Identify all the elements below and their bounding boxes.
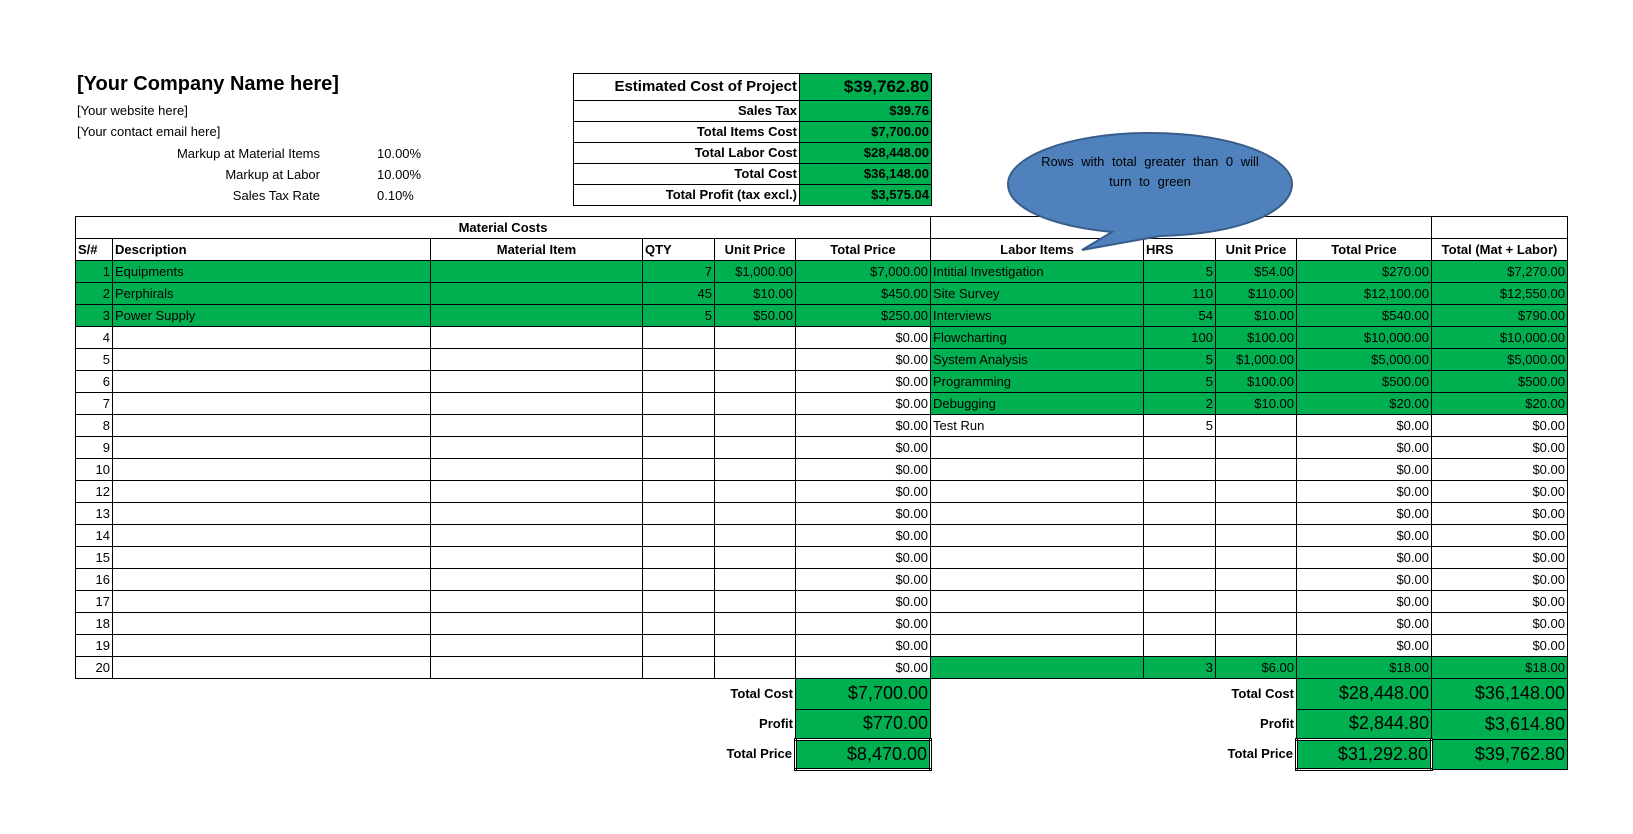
row-description[interactable] [113, 437, 431, 459]
row-labor-total-price: $0.00 [1297, 415, 1432, 437]
row-sn: 13 [76, 503, 113, 525]
row-material-item[interactable] [431, 591, 643, 613]
header-material-item: Material Item [431, 239, 643, 261]
header-unit-price: Unit Price [715, 239, 796, 261]
totals-spacer [76, 679, 715, 710]
row-total-price: $0.00 [796, 371, 931, 393]
callout-text: Rows with total greater than 0 will turn to green [1041, 154, 1259, 189]
callout-bubble [1000, 128, 1300, 258]
row-grand-total: $790.00 [1432, 305, 1568, 327]
row-qty[interactable]: 5 [643, 305, 715, 327]
table-row [76, 481, 1568, 503]
row-description[interactable] [113, 547, 431, 569]
row-hrs[interactable] [1144, 569, 1216, 591]
row-labor-item[interactable] [931, 503, 1144, 525]
table-row [76, 349, 1568, 371]
row-hrs[interactable]: 110 [1144, 283, 1216, 305]
table-row [76, 393, 1568, 415]
estimate-table [75, 216, 1568, 771]
totals-spacer [76, 709, 715, 739]
table-row [76, 261, 1568, 283]
table-row [76, 327, 1568, 349]
row-labor-unit-price[interactable]: $100.00 [1216, 371, 1297, 393]
row-labor-item[interactable] [931, 437, 1144, 459]
summary-label: Sales Tax [574, 101, 800, 122]
totals-labor-value: $2,844.80 [1297, 709, 1432, 739]
row-labor-unit-price[interactable] [1216, 503, 1297, 525]
header-grand-total: Total (Mat + Labor) [1432, 239, 1568, 261]
summary-label: Total Labor Cost [574, 143, 800, 164]
totals-label-material: Profit [759, 716, 793, 731]
row-description[interactable]: Equipments [113, 261, 431, 283]
row-sn: 10 [76, 459, 113, 481]
row-labor-item[interactable]: Intitial Investigation [931, 261, 1144, 283]
row-grand-total: $0.00 [1432, 569, 1568, 591]
row-grand-total: $0.00 [1432, 591, 1568, 613]
table-row [76, 591, 1568, 613]
row-material-item[interactable] [431, 569, 643, 591]
row-sn: 15 [76, 547, 113, 569]
material-costs-title: Material Costs [76, 217, 931, 239]
row-qty[interactable] [643, 349, 715, 371]
row-hrs[interactable] [1144, 635, 1216, 657]
row-grand-total: $0.00 [1432, 415, 1568, 437]
header-description: Description [113, 239, 431, 261]
markup-labor-value[interactable]: 10.00% [377, 167, 422, 182]
row-qty[interactable] [643, 415, 715, 437]
summary-value[interactable]: $28,448.00 [800, 143, 932, 164]
header-labor-total-price: Total Price [1297, 239, 1432, 261]
row-labor-unit-price[interactable] [1216, 481, 1297, 503]
row-labor-total-price: $0.00 [1297, 569, 1432, 591]
row-unit-price[interactable] [715, 591, 796, 613]
summary-label: Total Profit (tax excl.) [574, 185, 800, 206]
row-total-price: $0.00 [796, 415, 931, 437]
summary-label: Estimated Cost of Project [574, 74, 800, 101]
row-description[interactable] [113, 481, 431, 503]
row-labor-item[interactable] [931, 547, 1144, 569]
row-material-item[interactable] [431, 547, 643, 569]
row-material-item[interactable] [431, 459, 643, 481]
row-material-item[interactable] [431, 657, 643, 679]
row-unit-price[interactable]: $1,000.00 [715, 261, 796, 283]
row-labor-total-price: $0.00 [1297, 613, 1432, 635]
table-row [76, 283, 1568, 305]
row-hrs[interactable]: 5 [1144, 371, 1216, 393]
row-total-price: $0.00 [796, 481, 931, 503]
row-qty[interactable] [643, 393, 715, 415]
table-row [76, 305, 1568, 327]
row-qty[interactable] [643, 481, 715, 503]
row-description[interactable] [113, 327, 431, 349]
summary-row [574, 143, 932, 164]
row-labor-item[interactable]: Interviews [931, 305, 1144, 327]
table-row [76, 635, 1568, 657]
totals-row [76, 709, 1568, 739]
totals-row [76, 679, 1568, 710]
summary-row [574, 74, 932, 101]
row-total-price: $0.00 [796, 349, 931, 371]
row-material-item[interactable] [431, 349, 643, 371]
row-sn: 14 [76, 525, 113, 547]
row-labor-total-price: $0.00 [1297, 635, 1432, 657]
row-labor-item[interactable] [931, 657, 1144, 679]
row-labor-unit-price[interactable]: $1,000.00 [1216, 349, 1297, 371]
row-hrs[interactable] [1144, 503, 1216, 525]
table-row [76, 371, 1568, 393]
totals-grand-value: $39,762.80 [1432, 739, 1568, 769]
row-hrs[interactable]: 5 [1144, 261, 1216, 283]
row-labor-unit-price[interactable]: $54.00 [1216, 261, 1297, 283]
row-total-price: $0.00 [796, 613, 931, 635]
row-total-price: $0.00 [796, 393, 931, 415]
row-qty[interactable] [643, 635, 715, 657]
row-qty[interactable] [643, 503, 715, 525]
row-sn: 17 [76, 591, 113, 613]
row-unit-price[interactable] [715, 547, 796, 569]
row-unit-price[interactable] [715, 525, 796, 547]
row-labor-unit-price[interactable] [1216, 635, 1297, 657]
table-row [76, 503, 1568, 525]
table-row [76, 657, 1568, 679]
row-labor-item[interactable]: Site Survey [931, 283, 1144, 305]
row-unit-price[interactable] [715, 503, 796, 525]
row-unit-price[interactable] [715, 613, 796, 635]
totals-label-labor: Total Price [1227, 746, 1293, 761]
row-labor-unit-price[interactable] [1216, 415, 1297, 437]
row-grand-total: $0.00 [1432, 459, 1568, 481]
row-material-item[interactable] [431, 283, 643, 305]
row-grand-total: $0.00 [1432, 613, 1568, 635]
row-grand-total: $5,000.00 [1432, 349, 1568, 371]
row-sn: 20 [76, 657, 113, 679]
row-labor-unit-price[interactable]: $100.00 [1216, 327, 1297, 349]
row-labor-item[interactable] [931, 591, 1144, 613]
row-description[interactable]: Perphirals [113, 283, 431, 305]
sales-tax-rate-value[interactable]: 0.10% [377, 188, 414, 203]
row-hrs[interactable] [1144, 613, 1216, 635]
totals-grand-value: $3,614.80 [1432, 709, 1568, 739]
row-grand-total: $0.00 [1432, 635, 1568, 657]
row-labor-total-price: $0.00 [1297, 591, 1432, 613]
header-labor-unit-price: Unit Price [1216, 239, 1297, 261]
row-hrs[interactable]: 3 [1144, 657, 1216, 679]
header-row [76, 239, 1568, 261]
section-title-row [76, 217, 1568, 239]
row-hrs[interactable] [1144, 459, 1216, 481]
row-hrs[interactable] [1144, 437, 1216, 459]
row-unit-price[interactable] [715, 569, 796, 591]
row-grand-total: $500.00 [1432, 371, 1568, 393]
row-sn: 6 [76, 371, 113, 393]
totals-labor-value: $28,448.00 [1297, 679, 1432, 710]
row-total-price: $250.00 [796, 305, 931, 327]
row-material-item[interactable] [431, 613, 643, 635]
table-row [76, 459, 1568, 481]
row-labor-total-price: $0.00 [1297, 459, 1432, 481]
row-labor-item[interactable]: Programming [931, 371, 1144, 393]
row-qty[interactable] [643, 327, 715, 349]
row-material-item[interactable] [431, 437, 643, 459]
summary-row [574, 122, 932, 143]
row-grand-total: $12,550.00 [1432, 283, 1568, 305]
row-material-item[interactable] [431, 393, 643, 415]
row-grand-total: $0.00 [1432, 547, 1568, 569]
row-description[interactable] [113, 349, 431, 371]
totals-label-material: Total Cost [730, 686, 793, 701]
company-email: [Your contact email here] [77, 124, 221, 139]
row-description[interactable] [113, 393, 431, 415]
table-row [76, 525, 1568, 547]
totals-material-value: $7,700.00 [796, 679, 931, 710]
row-sn: 2 [76, 283, 113, 305]
row-qty[interactable]: 7 [643, 261, 715, 283]
row-sn: 3 [76, 305, 113, 327]
row-description[interactable] [113, 657, 431, 679]
row-sn: 9 [76, 437, 113, 459]
row-sn: 12 [76, 481, 113, 503]
row-total-price: $0.00 [796, 503, 931, 525]
row-description[interactable]: Power Supply [113, 305, 431, 327]
row-hrs[interactable] [1144, 481, 1216, 503]
table-row [76, 569, 1568, 591]
grand-section-spacer [1432, 217, 1568, 239]
row-unit-price[interactable] [715, 327, 796, 349]
row-qty[interactable] [643, 547, 715, 569]
row-labor-total-price: $500.00 [1297, 371, 1432, 393]
row-hrs[interactable] [1144, 591, 1216, 613]
row-labor-item[interactable]: Test Run [931, 415, 1144, 437]
row-labor-total-price: $0.00 [1297, 503, 1432, 525]
row-description[interactable] [113, 459, 431, 481]
row-unit-price[interactable] [715, 437, 796, 459]
row-material-item[interactable] [431, 481, 643, 503]
row-labor-unit-price[interactable]: $10.00 [1216, 305, 1297, 327]
summary-label: Total Cost [574, 164, 800, 185]
row-unit-price[interactable] [715, 415, 796, 437]
row-total-price: $0.00 [796, 437, 931, 459]
row-qty[interactable] [643, 657, 715, 679]
table-row [76, 547, 1568, 569]
totals-grand-value: $36,148.00 [1432, 679, 1568, 710]
row-unit-price[interactable] [715, 635, 796, 657]
row-grand-total: $20.00 [1432, 393, 1568, 415]
summary-label: Total Items Cost [574, 122, 800, 143]
row-description[interactable] [113, 591, 431, 613]
row-labor-unit-price[interactable] [1216, 459, 1297, 481]
totals-spacer [931, 709, 1216, 739]
totals-spacer [931, 739, 1216, 769]
row-unit-price[interactable] [715, 393, 796, 415]
row-qty[interactable] [643, 613, 715, 635]
totals-spacer [931, 679, 1216, 710]
row-unit-price[interactable] [715, 657, 796, 679]
row-labor-total-price: $0.00 [1297, 547, 1432, 569]
row-total-price: $0.00 [796, 591, 931, 613]
row-grand-total: $10,000.00 [1432, 327, 1568, 349]
row-grand-total: $0.00 [1432, 481, 1568, 503]
row-labor-unit-price[interactable] [1216, 525, 1297, 547]
row-description[interactable] [113, 613, 431, 635]
header-total-price: Total Price [796, 239, 931, 261]
summary-row [574, 101, 932, 122]
row-labor-unit-price[interactable]: $110.00 [1216, 283, 1297, 305]
row-description[interactable] [113, 415, 431, 437]
row-sn: 8 [76, 415, 113, 437]
totals-material-value: $8,470.00 [796, 739, 931, 769]
row-description[interactable] [113, 371, 431, 393]
table-row [76, 613, 1568, 635]
row-labor-unit-price[interactable] [1216, 437, 1297, 459]
row-hrs[interactable] [1144, 525, 1216, 547]
row-material-item[interactable] [431, 371, 643, 393]
company-name: [Your Company Name here] [77, 73, 339, 95]
markup-material-value[interactable]: 10.00% [377, 146, 422, 161]
summary-row [574, 185, 932, 206]
row-unit-price[interactable] [715, 481, 796, 503]
row-material-item[interactable] [431, 503, 643, 525]
totals-label-labor: Total Cost [1231, 686, 1294, 701]
header-sn: S/# [76, 239, 113, 261]
row-total-price: $0.00 [796, 569, 931, 591]
callout-text-wrap [1040, 152, 1260, 202]
row-unit-price[interactable]: $50.00 [715, 305, 796, 327]
row-description[interactable] [113, 635, 431, 657]
row-material-item[interactable] [431, 261, 643, 283]
row-hrs[interactable]: 5 [1144, 349, 1216, 371]
row-labor-unit-price[interactable] [1216, 613, 1297, 635]
table-row [76, 415, 1568, 437]
row-labor-total-price: $0.00 [1297, 525, 1432, 547]
row-labor-total-price: $0.00 [1297, 437, 1432, 459]
row-material-item[interactable] [431, 327, 643, 349]
header-hrs: HRS [1144, 239, 1216, 261]
row-labor-item[interactable] [931, 481, 1144, 503]
row-grand-total: $0.00 [1432, 437, 1568, 459]
row-total-price: $0.00 [796, 459, 931, 481]
table-row [76, 437, 1568, 459]
totals-labor-value: $31,292.80 [1297, 739, 1432, 769]
row-material-item[interactable] [431, 525, 643, 547]
row-labor-item[interactable]: Flowcharting [931, 327, 1144, 349]
row-sn: 19 [76, 635, 113, 657]
row-hrs[interactable]: 5 [1144, 415, 1216, 437]
row-labor-item[interactable] [931, 459, 1144, 481]
summary-value[interactable]: $39.76 [800, 101, 932, 122]
row-labor-unit-price[interactable]: $10.00 [1216, 393, 1297, 415]
row-labor-item[interactable]: System Analysis [931, 349, 1144, 371]
row-unit-price[interactable] [715, 349, 796, 371]
company-website: [Your website here] [77, 103, 188, 118]
row-grand-total: $7,270.00 [1432, 261, 1568, 283]
row-hrs[interactable]: 2 [1144, 393, 1216, 415]
row-qty[interactable] [643, 569, 715, 591]
row-sn: 7 [76, 393, 113, 415]
row-sn: 4 [76, 327, 113, 349]
row-qty[interactable] [643, 591, 715, 613]
row-qty[interactable] [643, 437, 715, 459]
row-total-price: $0.00 [796, 635, 931, 657]
sales-tax-rate-label: Sales Tax Rate [232, 188, 320, 203]
row-description[interactable] [113, 569, 431, 591]
row-hrs[interactable] [1144, 547, 1216, 569]
row-total-price: $450.00 [796, 283, 931, 305]
row-labor-total-price: $10,000.00 [1297, 327, 1432, 349]
row-labor-total-price: $270.00 [1297, 261, 1432, 283]
summary-value[interactable]: $3,575.04 [800, 185, 932, 206]
row-sn: 18 [76, 613, 113, 635]
totals-label-labor: Profit [1260, 716, 1294, 731]
row-labor-item[interactable] [931, 569, 1144, 591]
row-labor-unit-price[interactable]: $6.00 [1216, 657, 1297, 679]
row-description[interactable] [113, 525, 431, 547]
row-total-price: $7,000.00 [796, 261, 931, 283]
totals-spacer [76, 739, 715, 769]
row-grand-total: $0.00 [1432, 503, 1568, 525]
row-labor-item[interactable] [931, 525, 1144, 547]
header-labor-items: Labor Items [931, 239, 1144, 261]
summary-value[interactable]: $36,148.00 [800, 164, 932, 185]
row-labor-total-price: $0.00 [1297, 481, 1432, 503]
row-description[interactable] [113, 503, 431, 525]
row-unit-price[interactable] [715, 371, 796, 393]
row-labor-unit-price[interactable] [1216, 591, 1297, 613]
row-total-price: $0.00 [796, 657, 931, 679]
row-unit-price[interactable] [715, 459, 796, 481]
summary-value[interactable]: $7,700.00 [800, 122, 932, 143]
markup-labor-label: Markup at Labor [225, 167, 320, 182]
markup-material-label: Markup at Material Items [176, 146, 320, 161]
totals-material-value: $770.00 [796, 709, 931, 739]
row-qty[interactable] [643, 371, 715, 393]
row-total-price: $0.00 [796, 327, 931, 349]
row-labor-total-price: $20.00 [1297, 393, 1432, 415]
row-labor-item[interactable] [931, 613, 1144, 635]
row-material-item[interactable] [431, 415, 643, 437]
row-qty[interactable]: 45 [643, 283, 715, 305]
row-sn: 1 [76, 261, 113, 283]
row-labor-total-price: $5,000.00 [1297, 349, 1432, 371]
row-labor-total-price: $540.00 [1297, 305, 1432, 327]
totals-row [76, 739, 1568, 769]
summary-row [574, 164, 932, 185]
row-labor-unit-price[interactable] [1216, 569, 1297, 591]
row-labor-unit-price[interactable] [1216, 547, 1297, 569]
row-labor-total-price: $12,100.00 [1297, 283, 1432, 305]
row-grand-total: $18.00 [1432, 657, 1568, 679]
row-labor-item[interactable] [931, 635, 1144, 657]
summary-table [573, 73, 932, 206]
row-total-price: $0.00 [796, 525, 931, 547]
summary-value[interactable]: $39,762.80 [800, 74, 932, 101]
row-qty[interactable] [643, 525, 715, 547]
row-total-price: $0.00 [796, 547, 931, 569]
row-material-item[interactable] [431, 635, 643, 657]
row-sn: 16 [76, 569, 113, 591]
header-qty: QTY [643, 239, 715, 261]
row-qty[interactable] [643, 459, 715, 481]
row-material-item[interactable] [431, 305, 643, 327]
row-unit-price[interactable]: $10.00 [715, 283, 796, 305]
row-sn: 5 [76, 349, 113, 371]
totals-label-material: Total Price [726, 746, 792, 761]
row-grand-total: $0.00 [1432, 525, 1568, 547]
row-hrs[interactable]: 54 [1144, 305, 1216, 327]
row-labor-total-price: $18.00 [1297, 657, 1432, 679]
row-labor-item[interactable]: Debugging [931, 393, 1144, 415]
row-hrs[interactable]: 100 [1144, 327, 1216, 349]
